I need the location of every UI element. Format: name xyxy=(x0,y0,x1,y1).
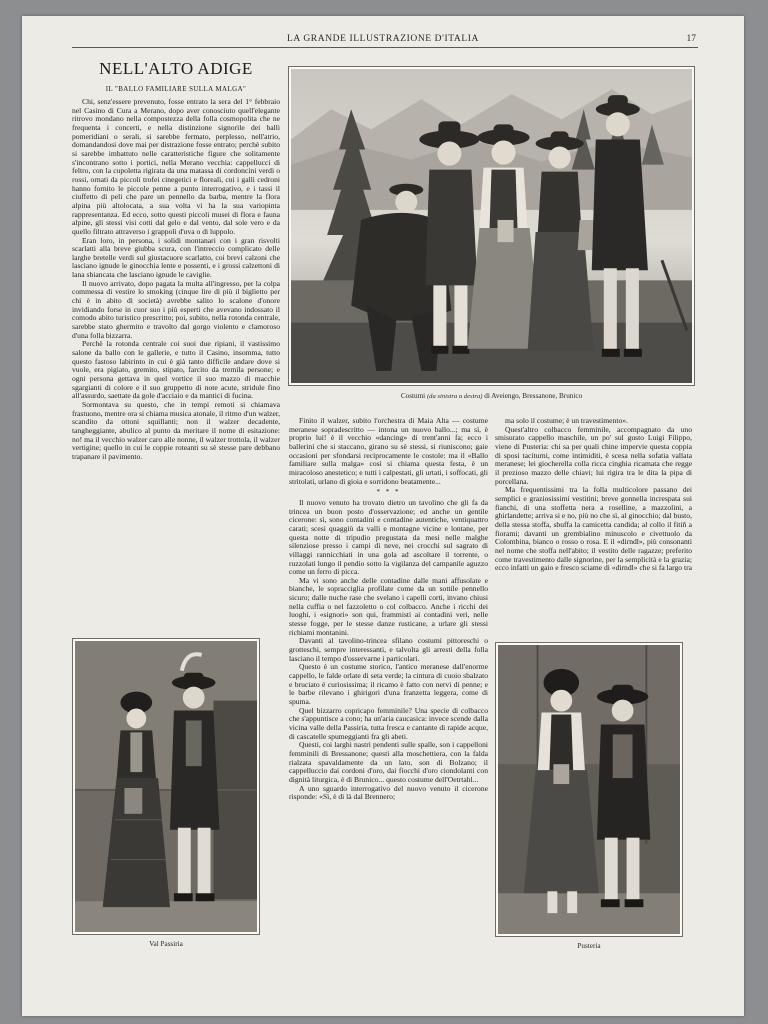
paragraph: Questo è un costume storico, l'antico meranese dall'enorme cappello, le falde orlate di seta verde; la cintura di cuoio sbalzato e bruciato è curiosissima; il ricamo è fatto con nervi di penne; e le barbe rilevano i ghirigori d'una franzetta leggera, come di spuma. xyxy=(289,662,488,706)
paragraph: Davanti al tavolino-trincea sfilano costumi pittoreschi o grotteschi, sempre interessanti, e talvolta gli arresti della folla lasciano il tempo d'osservarne i particolari. xyxy=(289,636,488,663)
paragraph: Questi, coi larghi nastri pendenti sulle spalle, son i cappelloni femminili di Bressanone; questi alla moschettiera, con la falda rialzata spavaldamente da un lato, son di Bolzano; il cappelluccio dai cordoni d'oro, dai fiocchi d'oro ciondolanti con dignità liturgica, è di Brunico... questo costume dell'Oetrtahl... xyxy=(289,740,488,784)
paragraph: Il nuovo arrivato, dopo pagata la multa all'ingresso, per la colpa commessa di vestire lo smoking (cinque lire di più il biglietto per chi è in abito di società) avrebbe salito lo scalone d'onore invidiando forse in cuor suo i più esperti che avevano indossato il comodo abito turistico prescritto; poi, subito, nella rotonda centrale, sarebbe stato ghermito e travolto dal gorgo violento e clamoroso d'una folla bizzarra. xyxy=(72,278,280,340)
photo-val-passiria xyxy=(72,638,260,960)
photo-caption: Val Passiria xyxy=(149,940,183,948)
section-separator: * * * xyxy=(376,488,401,497)
magazine-page xyxy=(22,16,744,1016)
paragraph: Perchè la rotonda centrale coi suoi due ripiani, il vastissimo salone da ballo con le gallerie, e tutto il Casino, insomma, tutto questo fastoso labirinto in cui è già tanto difficile andare dove si vuole, era pigiato, gremito, stipato, farcito da tremila persone; e ogni persona gettava in quel vortice il suo mazzo di macchie sgargianti di colore e il suo gruppetto di note acute, stridule fino all'assurdo, saettate da gole d'acciaio e da mantici di fucina. xyxy=(72,339,280,401)
text-column-middle xyxy=(289,417,488,973)
article-subtitle: IL "BALLO FAMILIARE SULLA MALGA" xyxy=(105,85,247,93)
photo-frame xyxy=(495,642,683,937)
photo-caption xyxy=(288,392,695,400)
paragraph: Finito il walzer, subito l'orchestra di Maia Alta — costume meranese sopradescritto — intona un nuovo ballo...; ma sì, è proprio lui! è il vecchio «dancing» di trent'anni fa; ecco i ballerini che si staccano, girano su sè stessi, si riuniscono; gaie occasioni per sfondarsi reciprocamente le costole: ma il «Ballo familiare sulla malga» così si chiama questa festa, è un miracoloso anestetico; e tutti i calpestati, gli urtati, i soffocati, gli stritolati, urlano di gioia e sorridono beatamente... xyxy=(289,417,488,486)
photo-caption: Pusteria xyxy=(577,942,601,950)
paragraph: Ma frequentissimi tra la folla multicolore passano dei semplici e graziosissimi vestitini; breve gonnella increspata sui fianchi, di una stoffetta nera a roselline, a mazzolini, a ghirlandette; arriva si e no, più no che sì, al ginocchio; dal busto, della stessa stoffa, sbuffa la camicetta candida; al collo il fitiñ a fiorami; davanti un grembialino minuscolo e civettuolo da Colombina, bianco o rosso o rosa. E il «dirndl», più consonanti nel nome che stoffa nell'abito; il vestito delle ragazze; preferito come travestimento dalle signorine, per la semplicità e la grazia; ecco infatti un gaio e fresco sciame di «dirndl» che si fa largo tra xyxy=(495,485,692,573)
paragraph: Ma vi sono anche delle contadine dalle mani affusolate e bianche, le sopracciglia profilate come da un sottile pennello sicuro; dalle nuche rase che svelano i capelli corti, invano chiusi nella cuffia o nel fazzoletto o col colbacco. Anche i ricchi dei luoghi, i «signori» son qui, frammisti ai contadini veri, nelle stesse fogge, per le stesse danze rusticane, a urlare gli stessi richiami montanini. xyxy=(289,575,488,637)
text-column-left xyxy=(72,98,280,666)
caption-note: (da sinistra a destra) xyxy=(426,393,483,400)
photo-group-image xyxy=(291,69,692,383)
paragraph: Sormontava su questo, che in tempi remoti si chiamava frastuono, mentre ora si chiama musica atonale, il ritmo d'un walzer, scandito da ottoni squillanti; non il walzer decadente, tangheggiante, abulico al punto da meritare il nome di esitazione: no! ma il vecchio walzer caro alle nonne, il walzer trottola, il walzer vertigine; quello in cui le coppie roteanti su sè stesse pare debbano trapanare il pavimento. xyxy=(72,399,280,461)
photo-frame xyxy=(72,638,260,935)
paragraph: A uno sguardo interrogativo del nuovo venuto il cicerone risponde: «Sì, è di là dal Brennero; xyxy=(289,783,488,802)
paragraph: Eran loro, in persona, i solidi montanari con i gran risvolti scarlatti alla breve giubba scura, con l'intreccio complicato delle larghe bretelle verdi sul giustacuore scarlatto, coi brevi calzoni che lasciano ignude le ginocchia lente e possenti, e i grossi calzettoni di lana sbiancata che lasciano ignude le caviglie. xyxy=(72,235,280,280)
paragraph: Quel bizzarro copricapo femminile? Una specie di colbacco che s'appuntisce a cono; ha un'aria caucasica: invece scende dalla vicina valle della Passiria, tutta fresca e cantante di rapide acque, di cascatelle spumeggianti fra gli abeti. xyxy=(289,705,488,741)
paragraph: ma solo il costume; è un travestimento». xyxy=(505,417,628,425)
photo-frame xyxy=(288,66,695,386)
page-number: 17 xyxy=(686,34,696,44)
photo-pusteria xyxy=(495,642,683,960)
photo-group-costumes xyxy=(288,66,695,400)
photo-couple-image xyxy=(498,645,680,934)
photo-couple-image xyxy=(75,641,257,932)
header-rule xyxy=(72,47,698,48)
text-column-right xyxy=(495,417,692,663)
paragraph: Chi, senz'essere prevenuto, fosse entrato la sera del 1° febbraio nel Casino di Cura a Merano, dopo aver conosciuto quell'elegante ritrovo mondano nella compostezza della folla cosmopolita che ne frequenta i concerti, e nella distinzione signorile dei balli pomeridiani o serali, si sarebbe fermato, perplesso, nell'atrio, domandandosi dove mai per distrazione fosse entrato; perchè subito si sarebbe imbattuto nelle caratteristiche figure che solitamente s'incontrano sotto i portici, nella Merano vecchia: cappellucci di feltro, con la cupoletta rigirata da una matassa di cordoncini verdi o rossi, ornati da piccoli trofei cinegetici e floreali, cui i galli cedroni hanno fornito le piccole penne a punto interrogativo, e i tassi il ciuffetto di peli che pare un pennello da barba, mentre la flora alpina più altolocata, a sua volta vi ha la sua variopinta rappresentanza. Ed ecco, sotto questi piccoli musei di flora e fauna alpine, gli stessi visi cotti dal gelo e dal vento, dal sole vero e da quello filtrato attraverso i grappoli d'uva o di luppolo. xyxy=(72,98,280,236)
magazine-title: LA GRANDE ILLUSTRAZIONE D'ITALIA xyxy=(287,34,479,44)
paragraph: Il nuovo venuto ha trovato dietro un tavolino che gli fa da trincea un buon posto d'osservazione; ed anche un gentile cicerone: sì, sono contadini e contadine autentiche, ventiquattro carati; scesi quaggiù da valli e montagne vicine e lontane, per questa notte di tripudio pregustata da mesi nelle malghe silenziose presso i campi di neve, nei crocchi sul sagrato di villaggi rannicchiati in una gola ad ascoltare il torrente, o ruzzolati lungo il pendio sotto la vigilanza del campanile aguzzo come un ferro di picca. xyxy=(289,497,488,577)
caption-text: Costumi xyxy=(400,392,426,400)
article-title: NELL'ALTO ADIGE xyxy=(99,59,253,78)
paragraph: Quest'altro colbacco femminile, accompagnato da uno smisurato cappello maschile, un po' sul gusto Luigi Filippo, viene di Pusteria: chi sa per quali chine impervie questa coppia di sposi taciturni, come intimiditi, è scesa nella sofatia vallata meranese; lei giocherella colla ricca cinghia ricamata che regge il prezioso mazzo delle chiavi; lui rigira tra le dita la pipa di porcellana. xyxy=(495,424,692,486)
caption-text: di Aveiengo, Bressanone, Brunico xyxy=(484,392,583,400)
